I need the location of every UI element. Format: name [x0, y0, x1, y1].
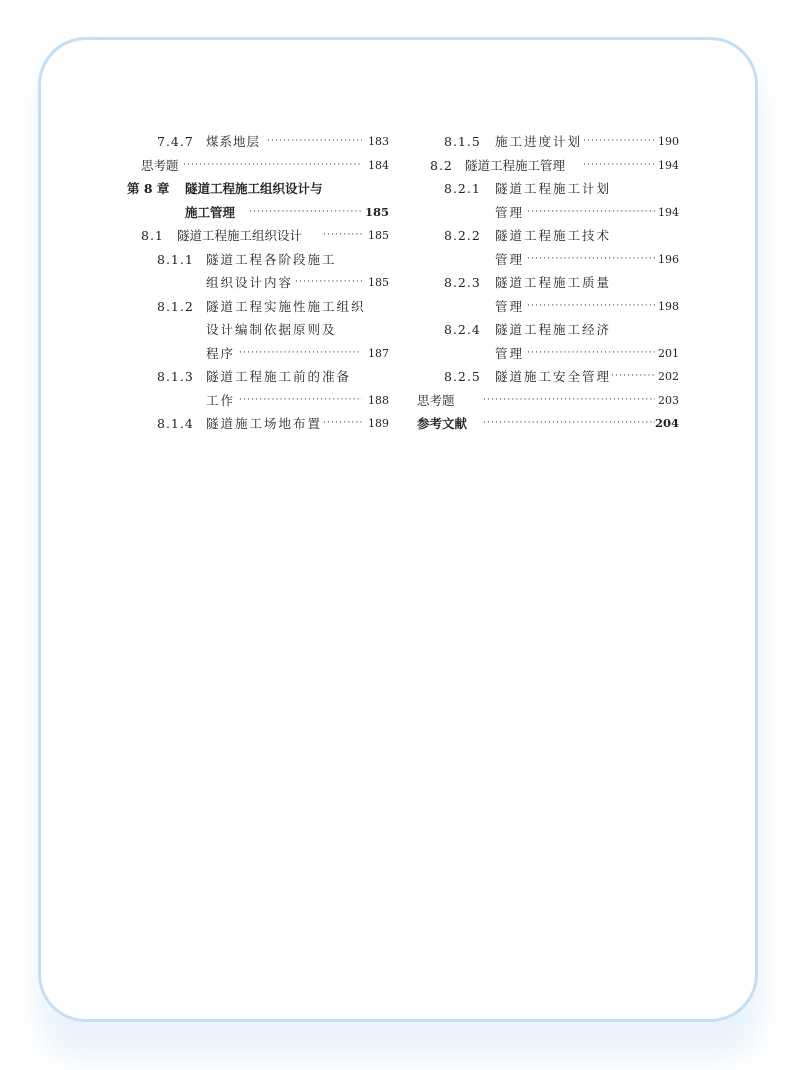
leader-dots	[527, 342, 655, 366]
toc-entry[interactable]	[417, 154, 679, 178]
entry-title: 隧道工程施工组织设计	[177, 228, 303, 243]
toc-entry-cont[interactable]	[127, 271, 389, 295]
entry-title: 隧道工程施工计划	[495, 181, 612, 196]
page-number: 194	[658, 205, 679, 219]
leader-dots	[249, 201, 362, 225]
chapter-heading-cont[interactable]	[127, 201, 389, 225]
toc-entry[interactable]	[417, 130, 679, 154]
entry-title: 隧道工程施工前的准备	[206, 369, 352, 384]
entry-title: 隧道工程实施性施工组织	[206, 298, 366, 314]
toc-entry[interactable]	[127, 130, 389, 154]
leader-dots	[483, 412, 655, 436]
toc-entry[interactable]	[127, 224, 389, 248]
leader-dots	[239, 342, 362, 366]
page-number: 201	[658, 346, 679, 360]
section-number: 8.1	[141, 228, 164, 243]
leader-dots	[183, 154, 362, 178]
section-number: 7.4.7	[157, 134, 194, 149]
entry-title: 隧道施工安全管理	[495, 369, 612, 384]
section-number: 8.2.1	[444, 181, 481, 196]
toc-entry-cont[interactable]	[127, 318, 389, 342]
toc-entry[interactable]	[417, 271, 679, 295]
page-number: 188	[368, 393, 389, 407]
entry-title: 管理	[495, 298, 525, 314]
page-number: 194	[658, 158, 679, 172]
page-number: 185	[364, 204, 389, 219]
section-number: 8.1.2	[157, 298, 194, 314]
leader-dots	[323, 412, 362, 436]
leader-dots	[527, 201, 655, 225]
toc-entry-cont[interactable]	[417, 248, 679, 272]
entry-title: 煤系地层	[206, 134, 261, 149]
toc-entry[interactable]	[417, 389, 679, 413]
toc-entry[interactable]	[127, 295, 389, 319]
page-number: 196	[658, 252, 679, 266]
chapter-number: 第 8 章	[127, 181, 170, 196]
entry-title: 思考题	[417, 392, 455, 408]
page-number: 190	[658, 135, 679, 148]
toc-right-column	[417, 130, 679, 436]
page-number: 202	[658, 370, 679, 383]
page-number: 185	[368, 229, 389, 242]
toc-entry-cont[interactable]	[417, 342, 679, 366]
toc-entry[interactable]	[417, 177, 679, 201]
entry-title: 管理	[495, 204, 525, 220]
toc-entry[interactable]	[127, 154, 389, 178]
page-number: 183	[368, 135, 389, 148]
leader-dots	[267, 130, 362, 154]
entry-title: 隧道施工场地布置	[206, 416, 323, 431]
toc-entry-cont[interactable]	[417, 201, 679, 225]
toc-entry-cont[interactable]	[127, 342, 389, 366]
leader-dots	[583, 130, 655, 154]
leader-dots	[527, 295, 655, 319]
page-number: 184	[368, 158, 389, 172]
section-number: 8.2.3	[444, 275, 481, 290]
chapter-heading[interactable]	[127, 177, 389, 201]
page-number: 203	[658, 393, 679, 407]
leader-dots	[611, 365, 655, 389]
section-number: 8.2.4	[444, 322, 481, 337]
section-number: 8.2.5	[444, 369, 481, 384]
leader-dots	[323, 224, 362, 248]
page-number: 187	[368, 346, 389, 360]
entry-title: 隧道工程施工经济	[495, 322, 612, 337]
toc-entry[interactable]	[417, 318, 679, 342]
toc-entry-cont[interactable]	[417, 295, 679, 319]
entry-title: 思考题	[141, 157, 179, 173]
section-number: 8.1.4	[157, 416, 194, 431]
leader-dots	[239, 389, 362, 413]
toc-entry[interactable]	[127, 248, 389, 272]
page-number: 204	[654, 416, 679, 430]
entry-title: 管理	[495, 345, 525, 361]
section-number: 8.2.2	[444, 228, 481, 243]
toc-entry[interactable]	[127, 412, 389, 436]
entry-title: 隧道工程各阶段施工	[206, 251, 337, 267]
toc-entry[interactable]	[417, 365, 679, 389]
entry-title: 施工进度计划	[495, 134, 583, 149]
leader-dots	[483, 389, 655, 413]
page-number: 198	[658, 299, 679, 313]
toc-entry[interactable]	[127, 365, 389, 389]
section-number: 8.1.1	[157, 251, 194, 267]
section-number: 8.2	[430, 157, 453, 173]
section-number: 8.1.5	[444, 134, 481, 149]
entry-title: 参考文献	[417, 416, 468, 431]
leader-dots	[295, 271, 362, 295]
toc-entry-cont[interactable]	[127, 389, 389, 413]
toc-entry-references[interactable]	[417, 412, 679, 436]
entry-title: 隧道工程施工质量	[495, 275, 612, 290]
toc-entry[interactable]	[417, 224, 679, 248]
page-number: 185	[368, 276, 389, 289]
entry-title: 隧道工程施工技术	[495, 228, 612, 243]
leader-dots	[527, 248, 655, 272]
chapter-title: 隧道工程施工组织设计与	[185, 181, 323, 196]
entry-title: 程序	[206, 345, 236, 361]
leader-dots	[583, 154, 655, 178]
toc-left-column	[127, 130, 389, 436]
section-number: 8.1.3	[157, 369, 194, 384]
entry-title: 隧道工程施工管理	[465, 157, 566, 173]
page-number: 189	[368, 417, 389, 430]
chapter-title: 施工管理	[185, 204, 236, 220]
entry-title: 管理	[495, 251, 525, 267]
entry-title: 设计编制依据原则及	[206, 322, 337, 337]
entry-title: 组织设计内容	[206, 275, 294, 290]
entry-title: 工作	[206, 392, 236, 408]
